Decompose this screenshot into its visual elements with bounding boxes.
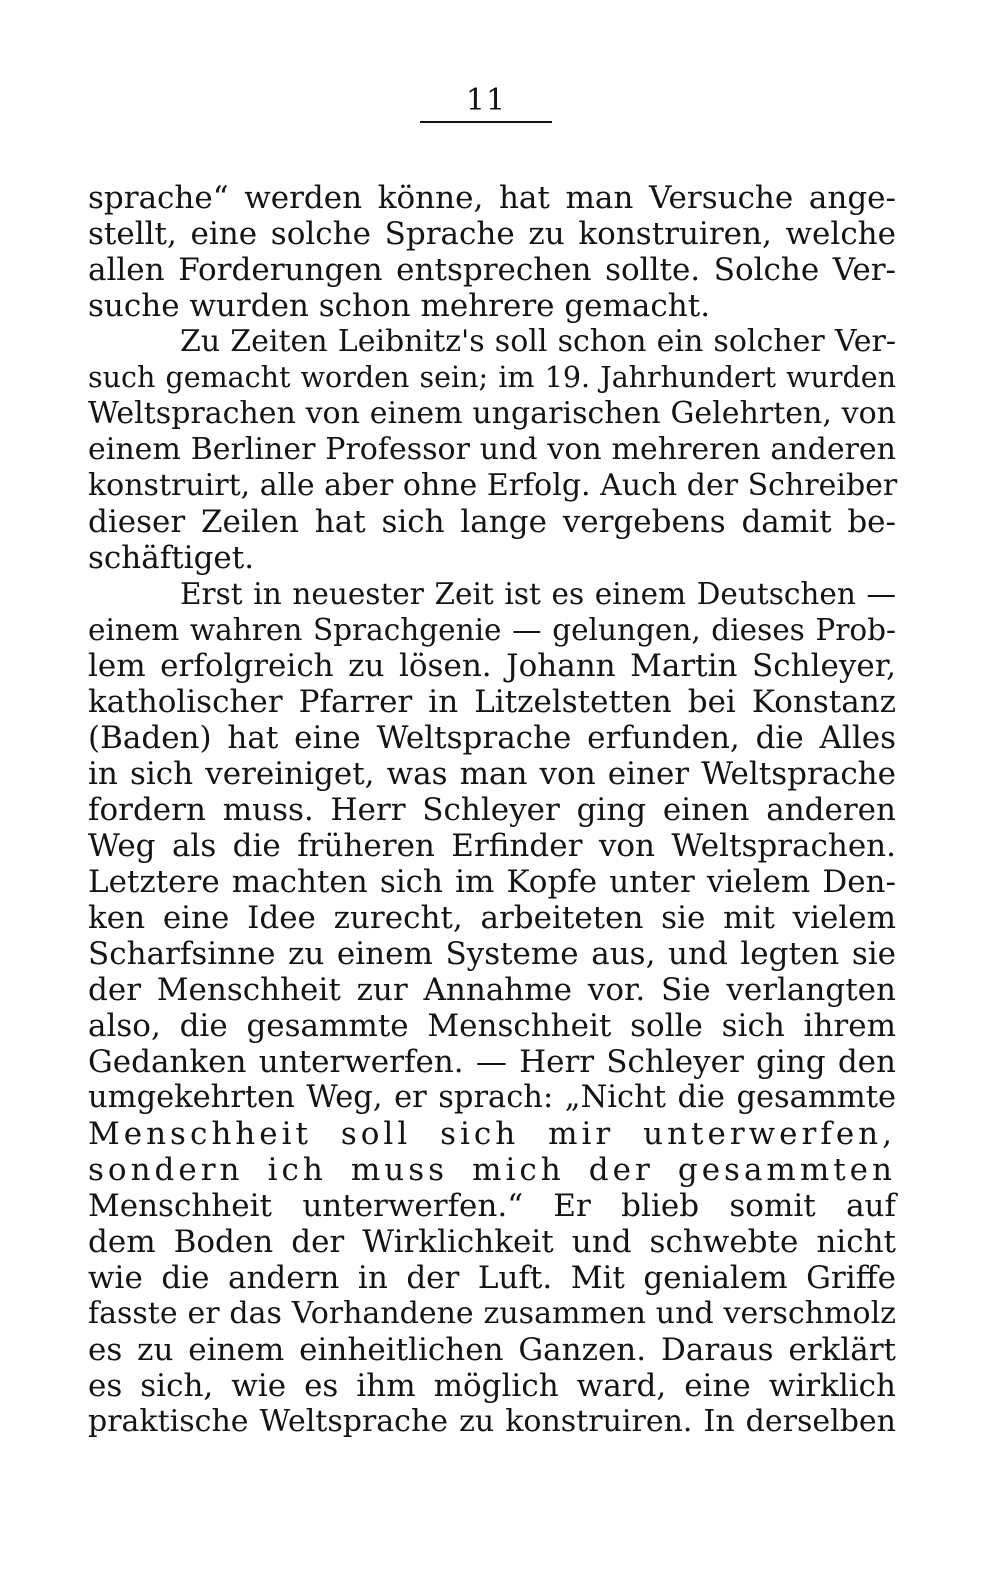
page-number: 11 — [465, 83, 507, 118]
text-line: Menschheit unterwerfen.“ Er blieb somit auf — [88, 1188, 896, 1224]
text-line: sprache“ werden könne, hat man Versuche ange- — [88, 180, 896, 216]
text-line: fordern muss. Herr Schleyer ging einen anderen — [88, 792, 896, 828]
text-line: schäftiget. — [88, 540, 255, 576]
text-line: dem Boden der Wirklichkeit und schwebte nicht — [88, 1224, 896, 1260]
text-line: allen Forderungen entsprechen sollte. Solche Ver- — [88, 252, 896, 288]
text-line: konstruirt, alle aber ohne Erfolg. Auch der Schreiber — [88, 468, 898, 503]
text-line: umgekehrten Weg, er sprach: „Nicht die gesammte — [88, 1080, 896, 1115]
text-line: praktische Weltsprache zu konstruiren. In derselben — [88, 1404, 896, 1439]
body-text — [88, 180, 896, 1440]
text-line: einem Berliner Professor und von mehreren anderen — [88, 432, 896, 467]
page-number-rule — [420, 121, 552, 123]
text-line: suche wurden schon mehrere gemacht. — [88, 288, 711, 324]
text-line: (Baden) hat eine Weltsprache erfunden, die Alles — [88, 720, 896, 756]
text-line: Menschheit soll sich mir unterwerfen, — [88, 1116, 896, 1152]
text-line: Zu Zeiten Leibnitz's soll schon ein solcher Ver- — [180, 324, 896, 359]
text-line: Weltsprachen von einem ungarischen Gelehrten, von — [88, 396, 896, 431]
text-line: lem erfolgreich zu lösen. Johann Martin Schleyer, — [88, 648, 896, 684]
text-line: dieser Zeilen hat sich lange vergebens damit be- — [88, 504, 896, 540]
text-line: Erst in neuester Zeit ist es einem Deutschen — — [180, 577, 896, 611]
text-line: fasste er das Vorhandene zusammen und verschmolz — [88, 1296, 896, 1331]
text-line: der Menschheit zur Annahme vor. Sie verlangten — [88, 972, 896, 1008]
text-line: sondern ich muss mich der gesammten — [88, 1152, 896, 1188]
text-line: Gedanken unterwerfen. — Herr Schleyer ging den — [88, 1044, 896, 1080]
text-line: such gemacht worden sein; im 19. Jahrhundert wurden — [88, 361, 896, 394]
text-line: es zu einem einheitlichen Ganzen. Daraus erklärt — [88, 1332, 896, 1368]
text-line: wie die andern in der Luft. Mit genialem Griffe — [88, 1260, 896, 1296]
text-line: einem wahren Sprachgenie — gelungen, dieses Prob- — [88, 613, 896, 647]
text-line: in sich vereiniget, was man von einer Weltsprache — [88, 756, 896, 792]
text-line: Scharfsinne zu einem Systeme aus, und legten sie — [88, 936, 896, 972]
text-line: stellt, eine solche Sprache zu konstruiren, welche — [88, 216, 896, 252]
text-line: es sich, wie es ihm möglich ward, eine wirklich — [88, 1368, 896, 1404]
text-line: also, die gesammte Menschheit solle sich ihrem — [88, 1008, 896, 1044]
text-line: Letztere machten sich im Kopfe unter vielem Den- — [88, 864, 896, 900]
text-line: katholischer Pfarrer in Litzelstetten bei Konstanz — [88, 684, 896, 720]
text-line: ken eine Idee zurecht, arbeiteten sie mit vielem — [88, 900, 896, 936]
text-line: Weg als die früheren Erfinder von Weltsprachen. — [88, 828, 896, 864]
